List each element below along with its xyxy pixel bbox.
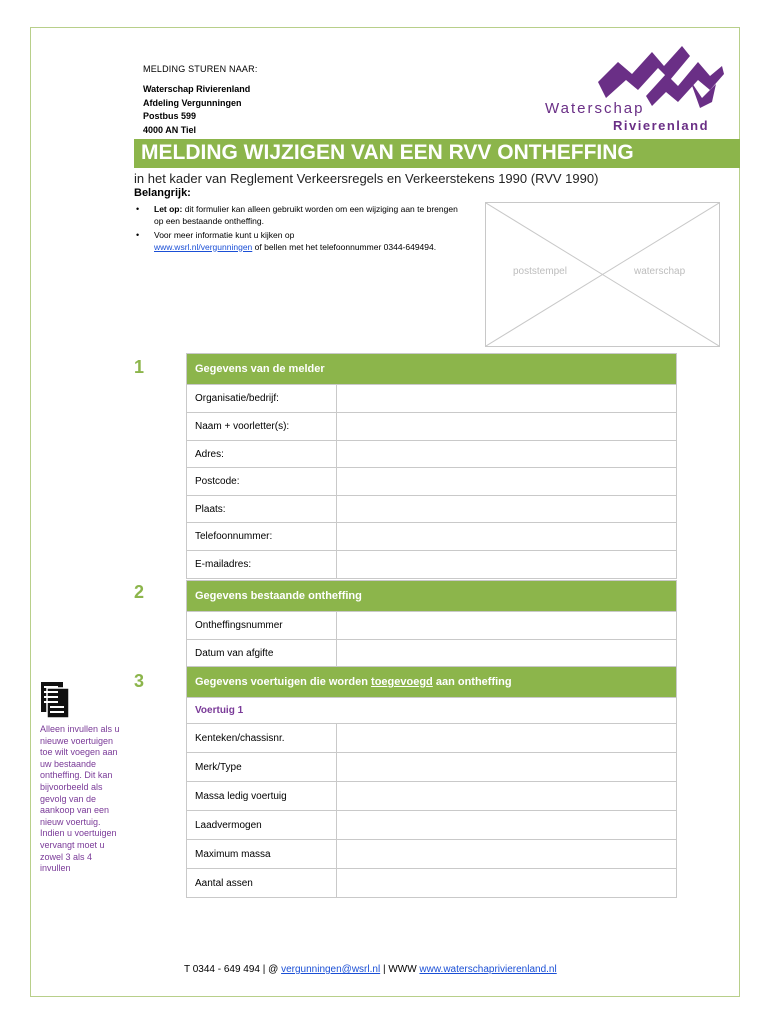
footer-separator: | WWW <box>380 964 420 975</box>
stamp-box <box>485 202 720 347</box>
section-header: Gegevens bestaande ontheffing <box>187 581 676 611</box>
address-line: Afdeling Vergunningen <box>143 97 242 108</box>
address-line: Waterschap Rivierenland <box>143 84 251 94</box>
field-label: Naam + voorletter(s): <box>187 413 337 440</box>
form-row <box>187 752 676 781</box>
max-weight-field[interactable] <box>337 840 676 868</box>
title-bar <box>134 139 740 168</box>
postcode-field[interactable] <box>337 468 676 495</box>
form-row <box>187 467 676 495</box>
axles-field[interactable] <box>337 869 676 897</box>
form-row <box>187 868 676 897</box>
important-heading: Belangrijk: <box>134 187 191 199</box>
make-type-field[interactable] <box>337 753 676 781</box>
section-number-3: 3 <box>134 671 145 691</box>
document-icon <box>41 682 71 720</box>
section-header: Gegevens van de melder <box>187 354 676 384</box>
field-label: Maximum massa <box>187 840 337 868</box>
field-label: Datum van afgifte <box>187 640 337 666</box>
form-row <box>187 495 676 522</box>
section-2-table <box>186 580 677 667</box>
vergunningen-link[interactable]: www.wsrl.nl/vergunningen <box>154 241 253 252</box>
section-1-table <box>186 353 677 579</box>
field-label: Kenteken/chassisnr. <box>187 724 337 752</box>
send-to-label: MELDING STUREN NAAR: <box>143 64 258 74</box>
footer <box>184 964 557 975</box>
form-row <box>187 639 676 666</box>
stamp-label-waterschap: waterschap <box>634 266 686 277</box>
stamp-label-poststempel: poststempel <box>513 266 567 277</box>
logo-text-waterschap: Waterschap <box>545 100 645 117</box>
issue-date-field[interactable] <box>337 640 676 666</box>
address-field[interactable] <box>337 441 676 467</box>
form-row <box>187 384 676 412</box>
section-header <box>187 667 676 697</box>
form-row <box>187 550 676 578</box>
section-number-2: 2 <box>134 582 145 602</box>
field-label: Plaats: <box>187 496 337 522</box>
form-row <box>187 723 676 752</box>
load-capacity-field[interactable] <box>337 811 676 839</box>
address-line: 4000 AN Tiel <box>143 124 197 135</box>
page-subtitle: in het kader van Reglement Verkeersregels en Verkeerstekens 1990 (RVV 1990) <box>134 171 599 186</box>
field-label: Adres: <box>187 441 337 467</box>
footer-email-link[interactable]: vergunningen@wsrl.nl <box>281 964 381 975</box>
bullet-text: dit formulier kan alleen gebruikt worden om een wijziging aan te brengen op een bestaande ontheffing. <box>154 204 458 226</box>
vehicle-subheader: Voertuig 1 <box>187 697 676 723</box>
bullet-text: of bellen met het telefoonnummer 0344-649494. <box>252 241 437 252</box>
bullet-text: Voor meer informatie kunt u kijken op <box>154 230 295 240</box>
recipient-address <box>143 83 250 137</box>
bullet-bold-label: Let op: <box>154 204 183 214</box>
empty-weight-field[interactable] <box>337 782 676 810</box>
important-bullets <box>134 204 464 256</box>
license-plate-field[interactable] <box>337 724 676 752</box>
city-field[interactable] <box>337 496 676 522</box>
organisation-field[interactable] <box>337 385 676 412</box>
field-label: Merk/Type <box>187 753 337 781</box>
form-row <box>187 781 676 810</box>
field-label: Telefoonnummer: <box>187 523 337 550</box>
field-label: Laadvermogen <box>187 811 337 839</box>
form-row <box>187 611 676 639</box>
phone-field[interactable] <box>337 523 676 550</box>
form-row <box>187 810 676 839</box>
footer-phone: T 0344 - 649 494 | @ <box>184 964 282 975</box>
section-3-table <box>186 666 677 898</box>
section-header-underlined: toegevoegd <box>371 676 433 688</box>
footer-website-link[interactable]: www.waterschaprivierenland.nl <box>419 964 557 975</box>
bullet-item <box>134 204 464 227</box>
permit-number-field[interactable] <box>337 612 676 639</box>
logo-text-rivierenland: Rivierenland <box>613 118 710 133</box>
form-row <box>187 522 676 550</box>
field-label: Organisatie/bedrijf: <box>187 385 337 412</box>
field-label: Massa ledig voertuig <box>187 782 337 810</box>
field-label: Postcode: <box>187 468 337 495</box>
name-field[interactable] <box>337 413 676 440</box>
form-row <box>187 412 676 440</box>
form-row <box>187 839 676 868</box>
side-note: Alleen invullen als u nieuwe voertuigen toe wilt voegen aan uw bestaande ontheffing. Dit kan bijvoorbeeld als gevolg van de aankoop van een nieuw voertuig. Indien u voertuigen vervangt moet u zowel 3 als 4 invullen <box>40 724 120 874</box>
field-label: E-mailadres: <box>187 551 337 578</box>
field-label: Ontheffingsnummer <box>187 612 337 639</box>
page-title: MELDING WIJZIGEN VAN EEN RVV ONTHEFFING <box>141 141 634 164</box>
bullet-item <box>134 230 464 253</box>
section-header-text: Gegevens voertuigen die worden <box>195 676 372 688</box>
section-number-1: 1 <box>134 357 145 377</box>
field-label: Aantal assen <box>187 869 337 897</box>
section-header-text: aan ontheffing <box>432 676 512 688</box>
address-line: Postbus 599 <box>143 111 197 121</box>
email-field[interactable] <box>337 551 676 578</box>
form-row <box>187 440 676 467</box>
